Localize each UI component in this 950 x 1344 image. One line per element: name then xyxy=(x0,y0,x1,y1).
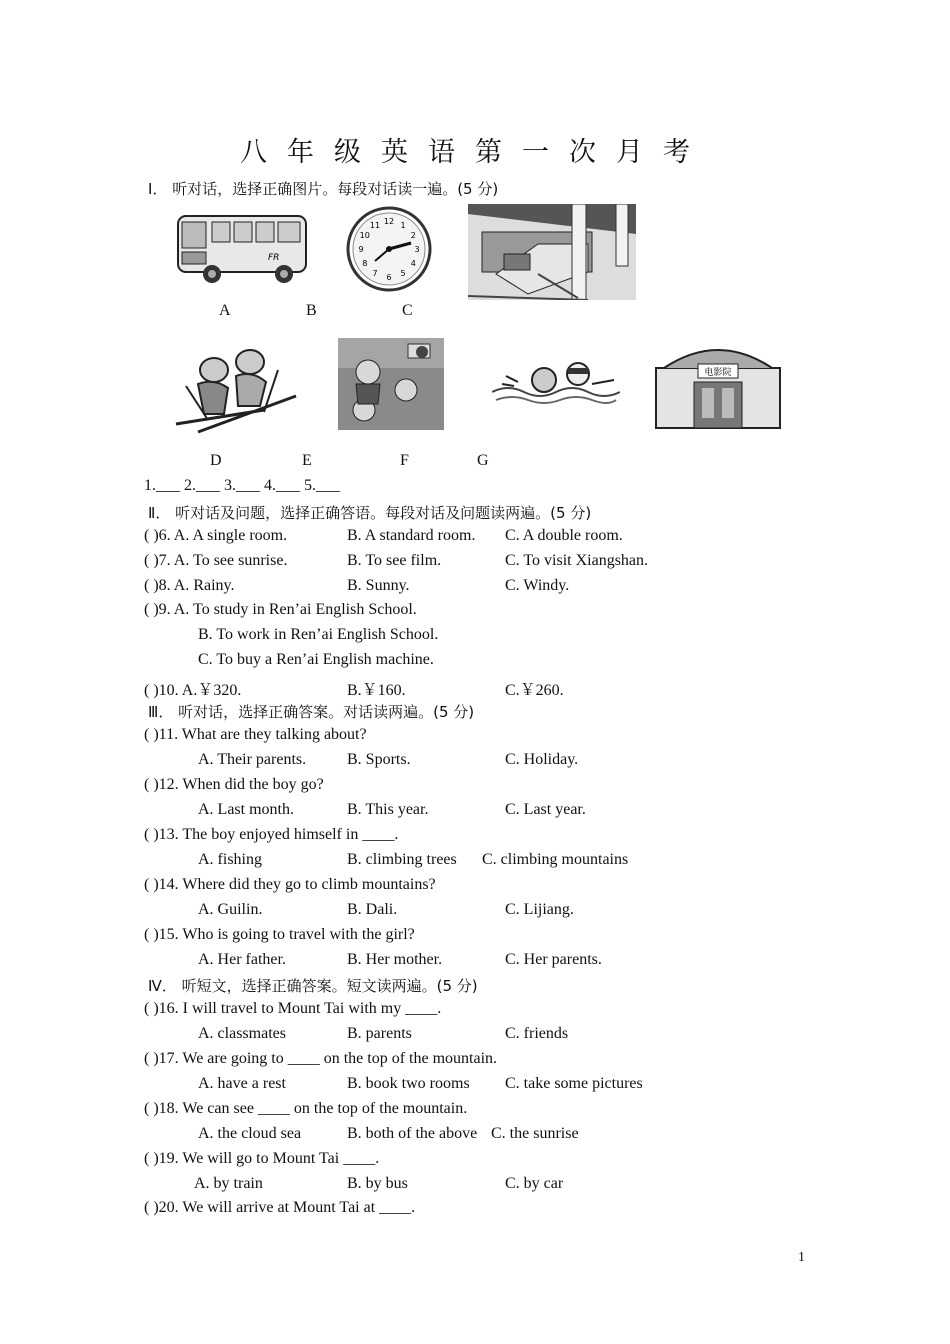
option-13a: A. fishing xyxy=(198,851,262,868)
clock-numeral: 4 xyxy=(410,259,416,268)
clock-numeral: 9 xyxy=(358,245,364,254)
option-14a: A. Guilin. xyxy=(198,901,263,918)
section-1-heading: Ⅰ． 听对话，选择正确图片。每段对话读一遍。(5 分) xyxy=(148,180,499,198)
question-9: ( )9. A. To study in Ren’ai English School. xyxy=(144,601,417,618)
clock-numeral: 11 xyxy=(369,220,381,230)
clock-picture xyxy=(345,205,433,293)
picture-label-g: G xyxy=(477,452,489,469)
option-11a: A. Their parents. xyxy=(198,751,307,768)
question-8: ( )8. A. Rainy. xyxy=(144,577,235,594)
question-20: ( )20. We will arrive at Mount Tai at ____. xyxy=(144,1199,416,1216)
clock-numeral: 10 xyxy=(359,231,370,240)
option-11b: B. Sports. xyxy=(347,751,411,768)
question-13: ( )13. The boy enjoyed himself in ____. xyxy=(144,826,399,843)
option-12c: C. Last year. xyxy=(505,801,586,818)
option-7c: C. To visit Xiangshan. xyxy=(505,552,649,569)
page-number: 1 xyxy=(798,1250,805,1265)
svg-text:FR: FR xyxy=(268,253,280,263)
option-6c: C. A double room. xyxy=(505,527,623,544)
option-19b: B. by bus xyxy=(347,1175,408,1192)
option-14c: C. Lijiang. xyxy=(505,901,574,918)
option-8b: B. Sunny. xyxy=(347,577,410,594)
question-14: ( )14. Where did they go to climb mountains? xyxy=(144,876,436,893)
option-16b: B. parents xyxy=(347,1025,412,1042)
clock-numeral: 5 xyxy=(400,269,406,279)
option-7b: B. To see film. xyxy=(347,552,442,569)
option-6b: B. A standard room. xyxy=(347,527,476,544)
question-16: ( )16. I will travel to Mount Tai with my ____. xyxy=(144,1000,442,1017)
option-17c: C. take some pictures xyxy=(505,1075,643,1092)
svg-text:电影院: 电影院 xyxy=(704,368,732,378)
option-15b: B. Her mother. xyxy=(347,951,443,968)
option-10b: B.￥160. xyxy=(347,682,406,699)
picture-label-c: C xyxy=(402,302,413,319)
picture-label-d: D xyxy=(210,452,222,469)
option-8c: C. Windy. xyxy=(505,577,570,594)
option-12a: A. Last month. xyxy=(198,801,294,818)
option-9b: B. To work in Ren’ai English School. xyxy=(198,626,439,643)
option-15c: C. Her parents. xyxy=(505,951,602,968)
page-title: 八年级英语第一次月考 xyxy=(240,137,710,168)
answer-blanks: 1.___ 2.___ 3.___ 4.___ 5.___ xyxy=(144,477,340,494)
clock-numeral: 12 xyxy=(383,217,395,226)
option-16a: A. classmates xyxy=(198,1025,286,1042)
option-13b: B. climbing trees xyxy=(347,851,457,868)
picture-label-f: F xyxy=(400,452,409,469)
subway-train-picture xyxy=(468,204,636,300)
picture-label-e: E xyxy=(302,452,312,469)
cinema-picture xyxy=(654,338,782,430)
question-19: ( )19. We will go to Mount Tai ____. xyxy=(144,1150,380,1167)
option-13c: C. climbing mountains xyxy=(482,851,629,868)
clock-numeral: 1 xyxy=(400,220,406,230)
skiing-picture xyxy=(168,340,300,436)
question-15: ( )15. Who is going to travel with the girl? xyxy=(144,926,415,943)
basketball-picture xyxy=(338,338,444,430)
question-12: ( )12. When did the boy go? xyxy=(144,776,324,793)
section-4-heading: Ⅳ． 听短文，选择正确答案。短文读两遍。(5 分) xyxy=(148,977,478,995)
question-18: ( )18. We can see ____ on the top of the mountain. xyxy=(144,1100,468,1117)
option-14b: B. Dali. xyxy=(347,901,398,918)
section-3-heading: Ⅲ． 听对话，选择正确答案。对话读两遍。(5 分) xyxy=(148,703,475,721)
option-18a: A. the cloud sea xyxy=(198,1125,302,1142)
option-12b: B. This year. xyxy=(347,801,429,818)
option-18c: C. the sunrise xyxy=(491,1125,579,1142)
option-18b: B. both of the above xyxy=(347,1125,478,1142)
option-15a: A. Her father. xyxy=(198,951,286,968)
option-17a: A. have a rest xyxy=(198,1075,286,1092)
clock-numeral: 3 xyxy=(414,245,420,254)
option-11c: C. Holiday. xyxy=(505,751,579,768)
picture-label-b: B xyxy=(306,302,317,319)
section-2-heading: Ⅱ． 听对话及问题，选择正确答语。每段对话及问题读两遍。(5 分) xyxy=(148,504,592,522)
question-10: ( )10. A.￥320. xyxy=(144,682,242,699)
option-19c: C. by car xyxy=(505,1175,564,1192)
question-17: ( )17. We are going to ____ on the top of the mountain. xyxy=(144,1050,498,1067)
picture-label-a: A xyxy=(219,302,231,319)
question-7: ( )7. A. To see sunrise. xyxy=(144,552,288,569)
swimming-picture xyxy=(492,356,620,408)
question-6: ( )6. A. A single room. xyxy=(144,527,288,544)
bus-picture xyxy=(172,208,312,288)
option-9c: C. To buy a Ren’ai English machine. xyxy=(198,651,434,668)
option-17b: B. book two rooms xyxy=(347,1075,470,1092)
option-10c: C.￥260. xyxy=(505,682,564,699)
clock-numeral: 2 xyxy=(410,231,416,240)
clock-numeral: 7 xyxy=(372,269,378,279)
clock-numeral: 6 xyxy=(386,273,392,282)
option-16c: C. friends xyxy=(505,1025,569,1042)
option-19a: A. by train xyxy=(194,1175,263,1192)
question-11: ( )11. What are they talking about? xyxy=(144,726,367,743)
clock-numeral: 8 xyxy=(362,259,368,268)
